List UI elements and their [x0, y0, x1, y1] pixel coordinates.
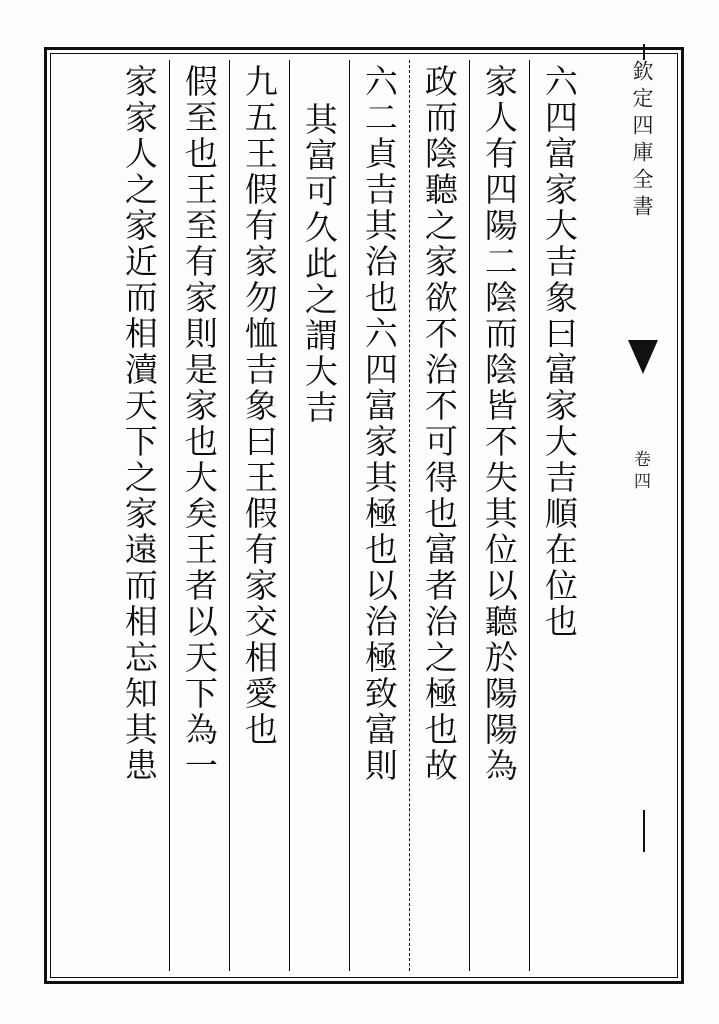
volume-label: 卷四: [630, 450, 650, 494]
page-border-frame: [44, 47, 684, 984]
fold-tick-bottom: [643, 810, 645, 852]
text-column: [349, 60, 409, 971]
text-column: [469, 60, 529, 971]
column-rule: [169, 60, 170, 971]
column-rule: [289, 60, 290, 971]
column-text: 政而陰聽之家欲不治不可得也富者治之極也故: [419, 64, 459, 784]
column-rule: [469, 60, 470, 971]
column-text: 其富可久此之謂大吉: [299, 102, 339, 426]
column-text: 九五王假有家勿恤吉象曰王假有家交相愛也: [239, 64, 279, 748]
column-rule: [409, 60, 410, 971]
column-text: 六四富家大吉象曰富家大吉順在位也: [539, 64, 579, 640]
column-text: 家家人之家近而相瀆天下之家遠而相忘知其患: [119, 64, 159, 784]
text-column: [169, 60, 229, 971]
text-column: [529, 60, 589, 971]
column-text: 家人有四陽二陰而陰皆不失其位以聽於陽陽為: [479, 64, 519, 784]
text-column: [409, 60, 469, 971]
text-column: [289, 60, 349, 971]
text-column: [109, 60, 169, 971]
right-margin-band: [591, 50, 681, 981]
text-column: [229, 60, 289, 971]
fishtail-mark-icon: [628, 340, 658, 374]
text-block: [61, 60, 589, 971]
fold-tick-top: [643, 44, 645, 60]
column-text: 六二貞吉其治也六四富家其極也以治極致富則: [359, 64, 399, 784]
column-rule: [349, 60, 350, 971]
column-rule: [529, 60, 530, 971]
column-rule: [229, 60, 230, 971]
column-text: 假至也王至有家則是家也大矣王者以天下為一: [179, 64, 219, 784]
book-title: 欽定四庫全書: [630, 60, 654, 222]
